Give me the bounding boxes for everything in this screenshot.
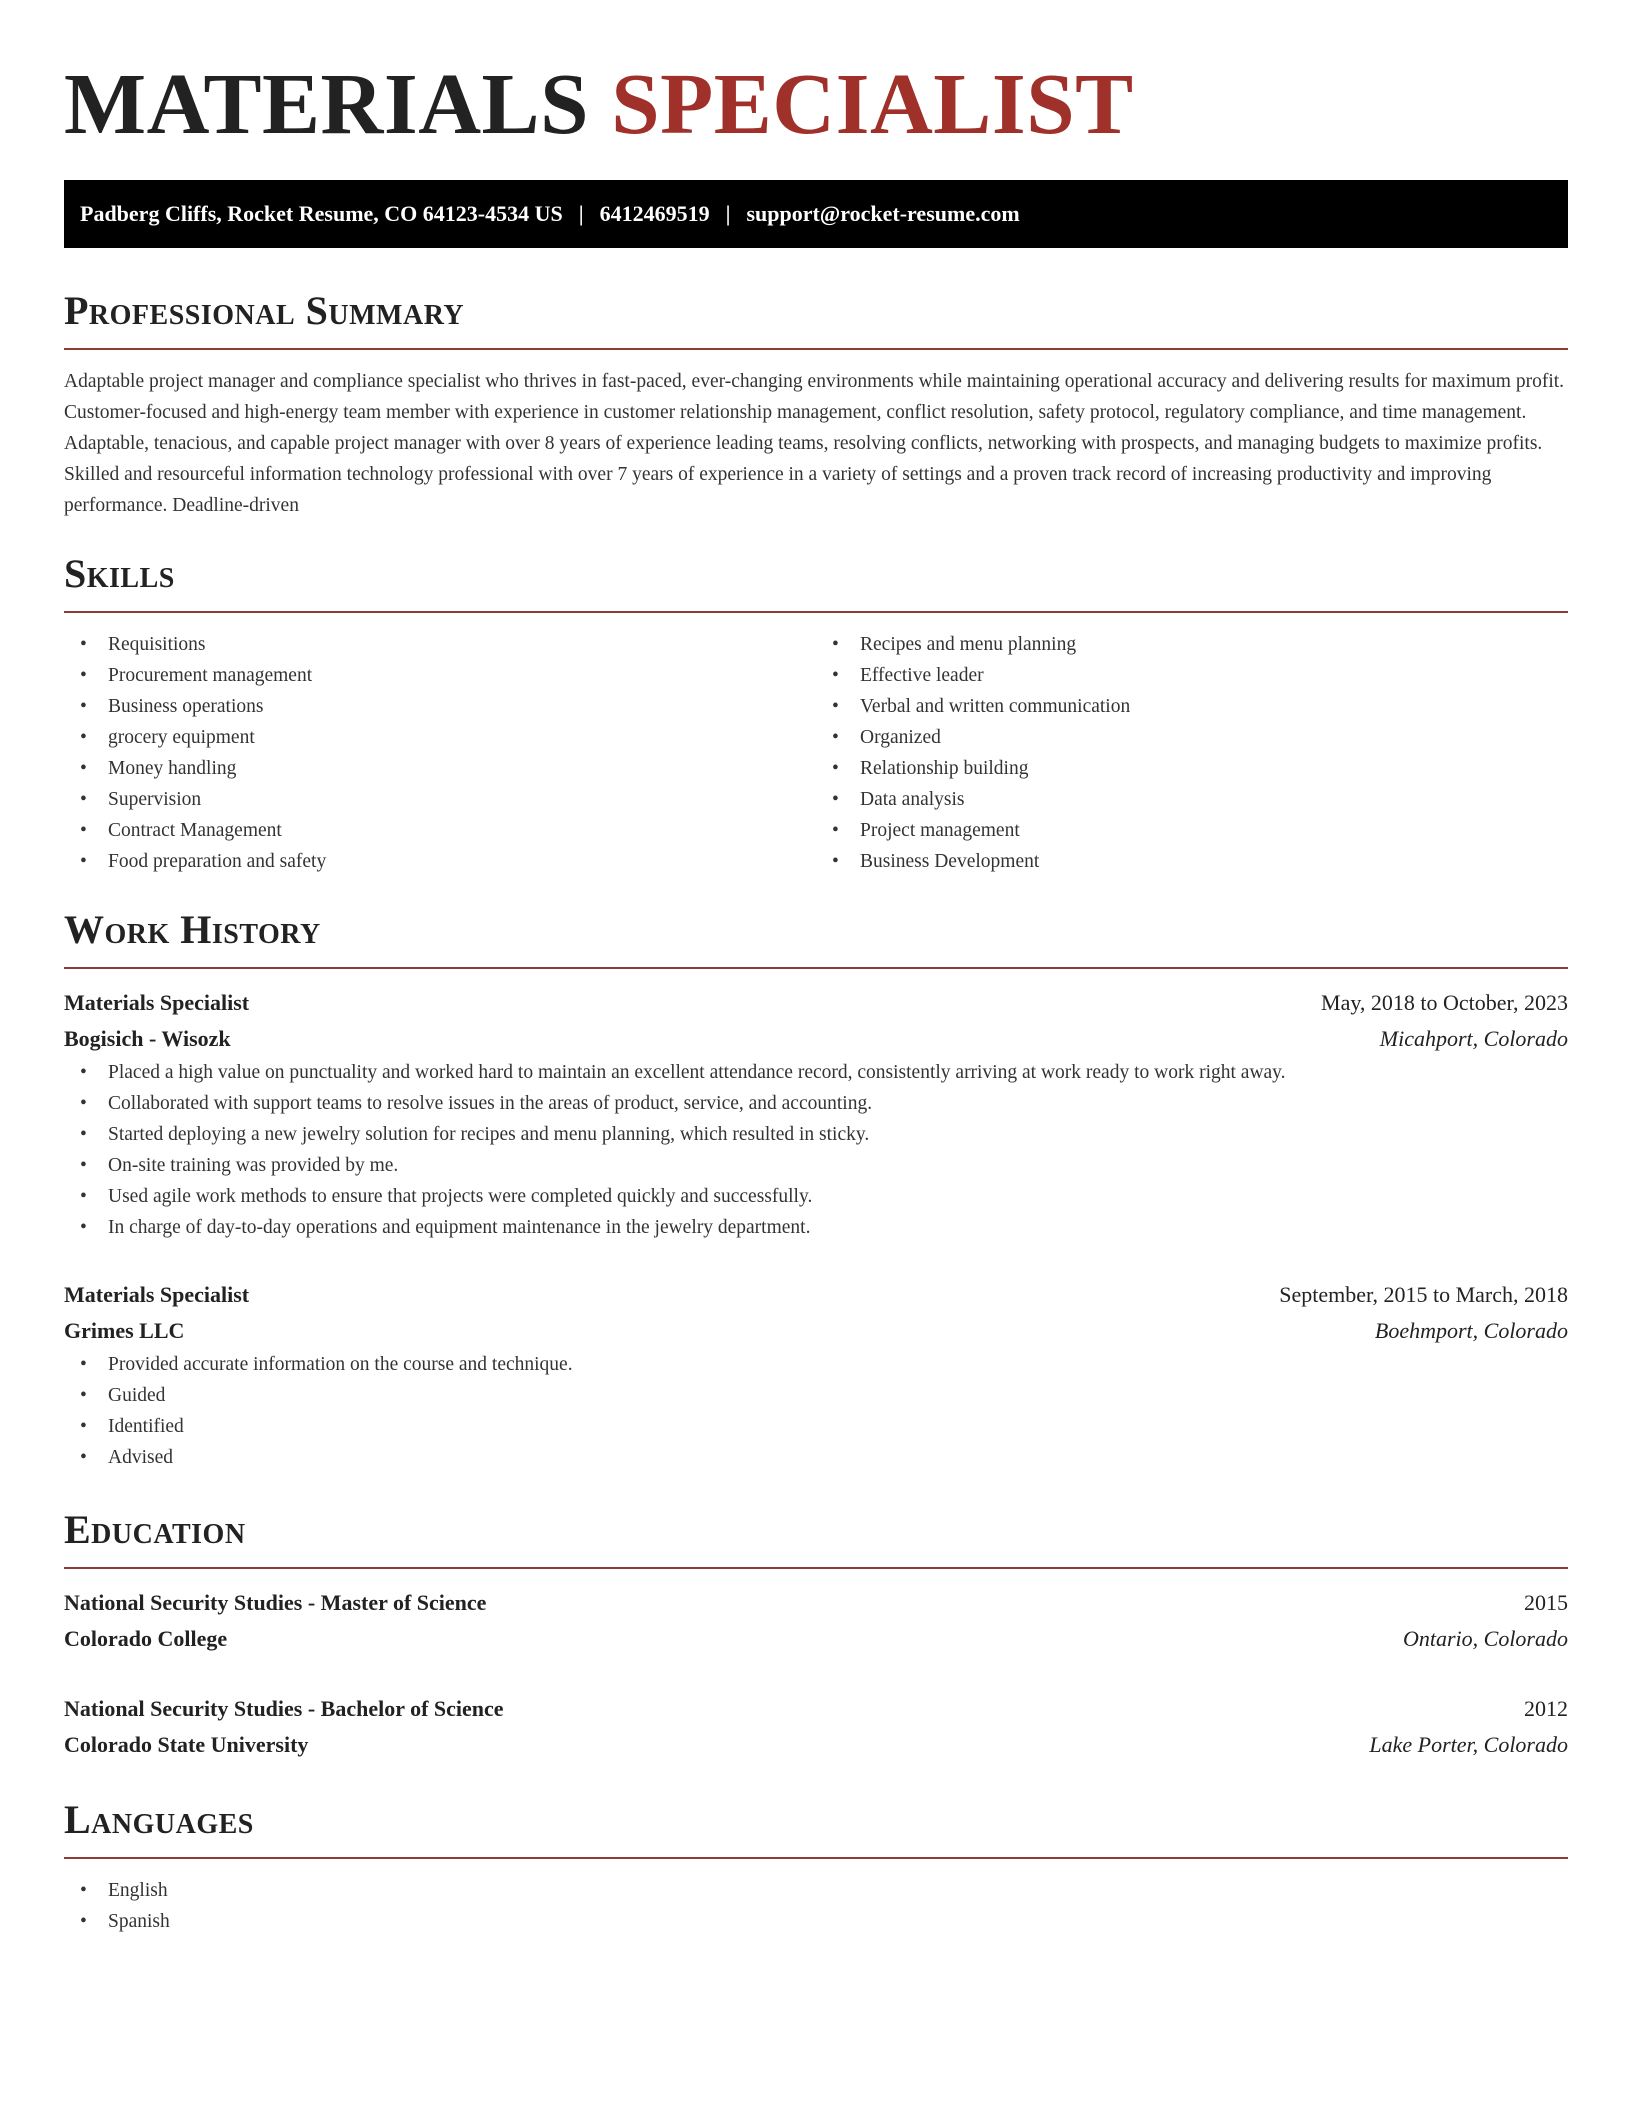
job-duty: • Started deploying a new jewelry solution for recipes and menu planning, which resulted in sticky. bbox=[64, 1119, 1568, 1150]
contact-separator: | bbox=[578, 201, 584, 226]
skill-item: • Contract Management bbox=[64, 815, 816, 846]
job-duty: • Collaborated with support teams to resolve issues in the areas of product, service, and accounting. bbox=[64, 1088, 1568, 1119]
work-history-heading: Work History bbox=[64, 907, 321, 952]
job-company: Bogisich - Wisozk bbox=[64, 1026, 231, 1051]
degree-year: 2012 bbox=[1524, 1696, 1568, 1721]
title-second-word: SPECIALIST bbox=[611, 55, 1134, 152]
skill-item: • Business Development bbox=[816, 846, 1568, 877]
school-row bbox=[64, 1621, 1568, 1657]
job-location: Boehmport, Colorado bbox=[1374, 1318, 1568, 1343]
school-row bbox=[64, 1727, 1568, 1763]
resume-title bbox=[64, 56, 1568, 152]
job-duties-list bbox=[64, 1349, 1568, 1473]
job-dates: May, 2018 to October, 2023 bbox=[1321, 990, 1568, 1015]
skill-item: • Procurement management bbox=[64, 660, 816, 691]
job-duty: • Guided bbox=[64, 1380, 1568, 1411]
job-duty: • Used agile work methods to ensure that projects were completed quickly and successfully. bbox=[64, 1181, 1568, 1212]
section-divider bbox=[64, 348, 1568, 350]
job-location: Micahport, Colorado bbox=[1379, 1026, 1568, 1051]
job-duty: • Identified bbox=[64, 1411, 1568, 1442]
degree-row bbox=[64, 1691, 1568, 1727]
degree-year: 2015 bbox=[1524, 1590, 1568, 1615]
job-entry bbox=[64, 985, 1568, 1243]
school-location: Ontario, Colorado bbox=[1402, 1626, 1568, 1651]
title-first-word: MATERIALS bbox=[64, 55, 589, 152]
degree-name: National Security Studies - Bachelor of Science bbox=[64, 1696, 504, 1721]
contact-address: Padberg Cliffs, Rocket Resume, CO 64123-4534 US bbox=[80, 201, 563, 226]
job-dates: September, 2015 to March, 2018 bbox=[1279, 1282, 1568, 1307]
degree-name: National Security Studies - Master of Science bbox=[64, 1590, 487, 1615]
skill-item: • Effective leader bbox=[816, 660, 1568, 691]
skill-item: • Data analysis bbox=[816, 784, 1568, 815]
education-heading: Education bbox=[64, 1507, 246, 1552]
job-duty: • Placed a high value on punctuality and worked hard to maintain an excellent attendance record, consistently arriving at work ready to work right away. bbox=[64, 1057, 1568, 1088]
work-history-section bbox=[64, 907, 1568, 1473]
languages-list bbox=[64, 1875, 1568, 1937]
job-duty: • On-site training was provided by me. bbox=[64, 1150, 1568, 1181]
school-name: Colorado College bbox=[64, 1626, 228, 1651]
skills-grid bbox=[64, 629, 1568, 877]
degree-row bbox=[64, 1585, 1568, 1621]
skill-item: • Business operations bbox=[64, 691, 816, 722]
education-entry bbox=[64, 1585, 1568, 1657]
contact-separator: | bbox=[725, 201, 731, 226]
section-divider bbox=[64, 611, 1568, 613]
section-divider bbox=[64, 1567, 1568, 1569]
section-divider bbox=[64, 1857, 1568, 1859]
job-header-row bbox=[64, 1277, 1568, 1313]
job-title: Materials Specialist bbox=[64, 990, 250, 1015]
education-entry bbox=[64, 1691, 1568, 1763]
skill-item: • Supervision bbox=[64, 784, 816, 815]
job-entry bbox=[64, 1277, 1568, 1473]
skill-item: • Project management bbox=[816, 815, 1568, 846]
skill-item: • grocery equipment bbox=[64, 722, 816, 753]
school-name: Colorado State University bbox=[64, 1732, 309, 1757]
job-duty: • In charge of day-to-day operations and equipment maintenance in the jewelry department. bbox=[64, 1212, 1568, 1243]
job-duty: • Provided accurate information on the course and technique. bbox=[64, 1349, 1568, 1380]
language-item: • Spanish bbox=[64, 1906, 1568, 1937]
education-section bbox=[64, 1507, 1568, 1763]
skills-list-right bbox=[816, 629, 1568, 877]
summary-heading: Professional Summary bbox=[64, 288, 465, 333]
summary-section bbox=[64, 288, 1568, 521]
language-item: • English bbox=[64, 1875, 1568, 1906]
skills-heading: Skills bbox=[64, 551, 175, 596]
skill-item: • Money handling bbox=[64, 753, 816, 784]
summary-text: Adaptable project manager and compliance specialist who thrives in fast-paced, ever-changing environments while maintaining operational accuracy and delivering results for maximum profit. Customer-focused and high-energy team member with experience in customer relationship management, conflict resolution, safety protocol, regulatory compliance, and time management. Adaptable, tenacious, and capable project manager with over 8 years of experience leading teams, resolving conflicts, networking with prospects, and managing budgets to maximize profits. Skilled and resourceful information technology professional with over 7 years of experience in a variety of settings and a proven track record of increasing productivity and improving performance. Deadline-driven bbox=[64, 371, 1565, 516]
contact-bar bbox=[64, 180, 1568, 248]
school-location: Lake Porter, Colorado bbox=[1369, 1732, 1568, 1757]
skills-section bbox=[64, 551, 1568, 877]
job-duty: • Advised bbox=[64, 1442, 1568, 1473]
skill-item: • Organized bbox=[816, 722, 1568, 753]
skill-item: • Relationship building bbox=[816, 753, 1568, 784]
job-header-row bbox=[64, 985, 1568, 1021]
skill-item: • Recipes and menu planning bbox=[816, 629, 1568, 660]
section-divider bbox=[64, 967, 1568, 969]
job-company: Grimes LLC bbox=[64, 1318, 185, 1343]
skill-item: • Food preparation and safety bbox=[64, 846, 816, 877]
job-title: Materials Specialist bbox=[64, 1282, 250, 1307]
job-company-row bbox=[64, 1313, 1568, 1349]
languages-heading: Languages bbox=[64, 1797, 254, 1842]
languages-section bbox=[64, 1797, 1568, 1937]
job-company-row bbox=[64, 1021, 1568, 1057]
job-duties-list bbox=[64, 1057, 1568, 1243]
skill-item: • Verbal and written communication bbox=[816, 691, 1568, 722]
skills-list-left bbox=[64, 629, 816, 877]
contact-phone: 6412469519 bbox=[599, 201, 710, 226]
contact-email: support@rocket-resume.com bbox=[746, 201, 1020, 226]
skill-item: • Requisitions bbox=[64, 629, 816, 660]
